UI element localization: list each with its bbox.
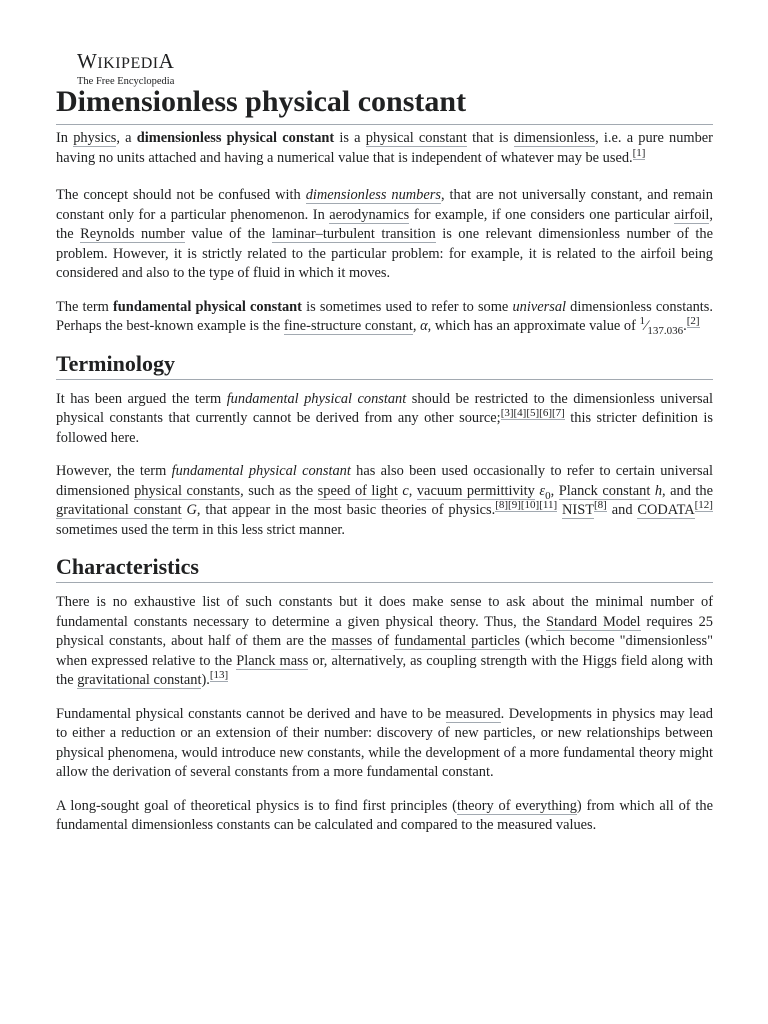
link-gravitational-constant-2[interactable]: gravitational constant xyxy=(77,672,202,688)
ref-9[interactable]: [9] xyxy=(508,499,521,512)
characteristics-paragraph-2: Fundamental physical constants cannot be derived and have to be measured. Developments in physics may lead to either a reduction or an extension of their number: discovery of new particles, or new relationships between physical phenomena, would introduce new constants, while the development of a more fundamental theory might allow the derivation of several constants from a more fundamental constant. xyxy=(56,705,714,780)
characteristics-paragraph-3: A long-sought goal of theoretical physics is to find first principles (theory of everything) from which all of the fundamental dimensionless constants can be calculated and compared to the measured values. xyxy=(56,797,713,833)
ref-11[interactable]: [11] xyxy=(539,499,558,512)
link-physical-constant[interactable]: physical constant xyxy=(365,130,467,146)
ref-8[interactable]: [8] xyxy=(495,499,509,512)
link-fundamental-particles[interactable]: fundamental particles xyxy=(394,633,520,649)
ref-2[interactable]: [2] xyxy=(686,315,700,328)
link-planck-mass[interactable]: Planck mass xyxy=(236,652,309,669)
logo-wordmark: WIKIPEDIA xyxy=(77,49,175,73)
ref-4[interactable]: [4] xyxy=(513,407,527,420)
fundamental-paragraph: The term fundamental physical constant is sometimes used to refer to some universal dimensionless constants. Perhaps the best-known example is the fine-structure constant, α, which has an approximate value of $^1⁄_{137.036}.[2]$ xyxy=(56,298,713,337)
ref-5[interactable]: [5] xyxy=(526,407,540,420)
link-reynolds-number[interactable]: Reynolds number xyxy=(80,226,185,242)
link-gravitational-constant[interactable]: gravitational constant xyxy=(56,502,182,518)
ref-7[interactable]: [7] xyxy=(552,407,565,420)
link-planck-constant[interactable]: Planck constant xyxy=(558,482,651,499)
link-measured[interactable]: measured xyxy=(445,705,501,722)
link-physics[interactable]: physics xyxy=(73,130,117,146)
wikipedia-logo[interactable] xyxy=(77,51,174,88)
ref-1[interactable]: [1] xyxy=(632,146,646,159)
ref-3[interactable]: [3] xyxy=(500,407,514,420)
heading-characteristics: Characteristics xyxy=(56,554,713,583)
link-fine-structure-constant[interactable]: fine-structure constant xyxy=(283,318,413,334)
article-body xyxy=(56,129,713,850)
link-vacuum-permittivity[interactable]: vacuum permittivity xyxy=(416,482,535,499)
concept-paragraph: The concept should not be confused with dimensionless numbers, that are not universally constant, and remain constant only for a particular phenomenon. In aerodynamics for example, if one considers one particular airfoil, the Reynolds number value of the laminar–turbulent transition is one relevant dimensionless number of the problem. However, it is strictly related to the particular problem: for example, it is related to the airfoil being considered and also to the type of fluid in which it moves. xyxy=(56,187,714,281)
logo-tagline: The Free Encyclopedia xyxy=(77,76,175,87)
link-speed-of-light[interactable]: speed of light xyxy=(317,482,398,499)
link-standard-model[interactable]: Standard Model xyxy=(545,613,641,630)
ref-6[interactable]: [6] xyxy=(539,407,552,420)
link-aerodynamics[interactable]: aerodynamics xyxy=(329,206,410,223)
link-masses[interactable]: masses xyxy=(331,633,373,649)
term-bold: dimensionless physical constant xyxy=(136,130,335,146)
fundamental-term: fundamental physical constant xyxy=(113,298,302,315)
ref-12[interactable]: [12] xyxy=(694,499,713,512)
characteristics-paragraph-1: There is no exhaustive list of such constants but it does make sense to ask about the minimal number of fundamental constants necessary to determine a given physical theory. Thus, the Standard Model requires 25 physical constants, about half of them are the masses of fundamental particles (which become "dimensionless" when expressed relative to the Planck mass or, alternatively, as coupling strength with the Higgs field along with the gravitational constant).[13] xyxy=(56,594,713,688)
link-physical-constants[interactable]: physical constants xyxy=(134,482,241,499)
intro-paragraph: In physics, a dimensionless physical constant is a physical constant that is dimensionless, i.e. a pure number having no units attached and having a numerical value that is independent of whatever may be used.[1] xyxy=(56,130,713,166)
heading-terminology: Terminology xyxy=(56,351,713,380)
ref-8-nist[interactable]: [8] xyxy=(594,499,607,512)
ref-10[interactable]: [10] xyxy=(520,499,540,512)
link-airfoil[interactable]: airfoil xyxy=(674,206,710,223)
terminology-paragraph-2: However, the term fundamental physical constant has also been used occasionally to refer to certain universal dimensioned physical constants, such as the speed of light c, vacuum permittivity $\varepsilon_0$, Planck constant h, and the gravitational constant G, that appear in the most basic theories of physics.[8][9][10][11] NIST[8] and CODATA[12] sometimes used the term in this less strict manner. xyxy=(56,463,714,538)
link-dimensionless[interactable]: dimensionless xyxy=(513,130,596,146)
page-title: Dimensionless physical constant xyxy=(56,84,713,125)
link-codata[interactable]: CODATA xyxy=(637,502,695,518)
link-dimensionless-numbers[interactable]: dimensionless numbers xyxy=(305,187,441,203)
link-laminar-turbulent[interactable]: laminar–turbulent transition xyxy=(271,226,436,242)
link-theory-of-everything[interactable]: theory of everything xyxy=(456,797,577,814)
ref-13[interactable]: [13] xyxy=(209,669,229,682)
link-nist[interactable]: NIST xyxy=(562,502,594,518)
terminology-paragraph-1: It has been argued the term fundamental physical constant should be restricted to the dimensionless universal physical constants that currently cannot be derived from any other source;[3][4][5][6][7] this stricter definition is followed here. xyxy=(56,390,713,446)
